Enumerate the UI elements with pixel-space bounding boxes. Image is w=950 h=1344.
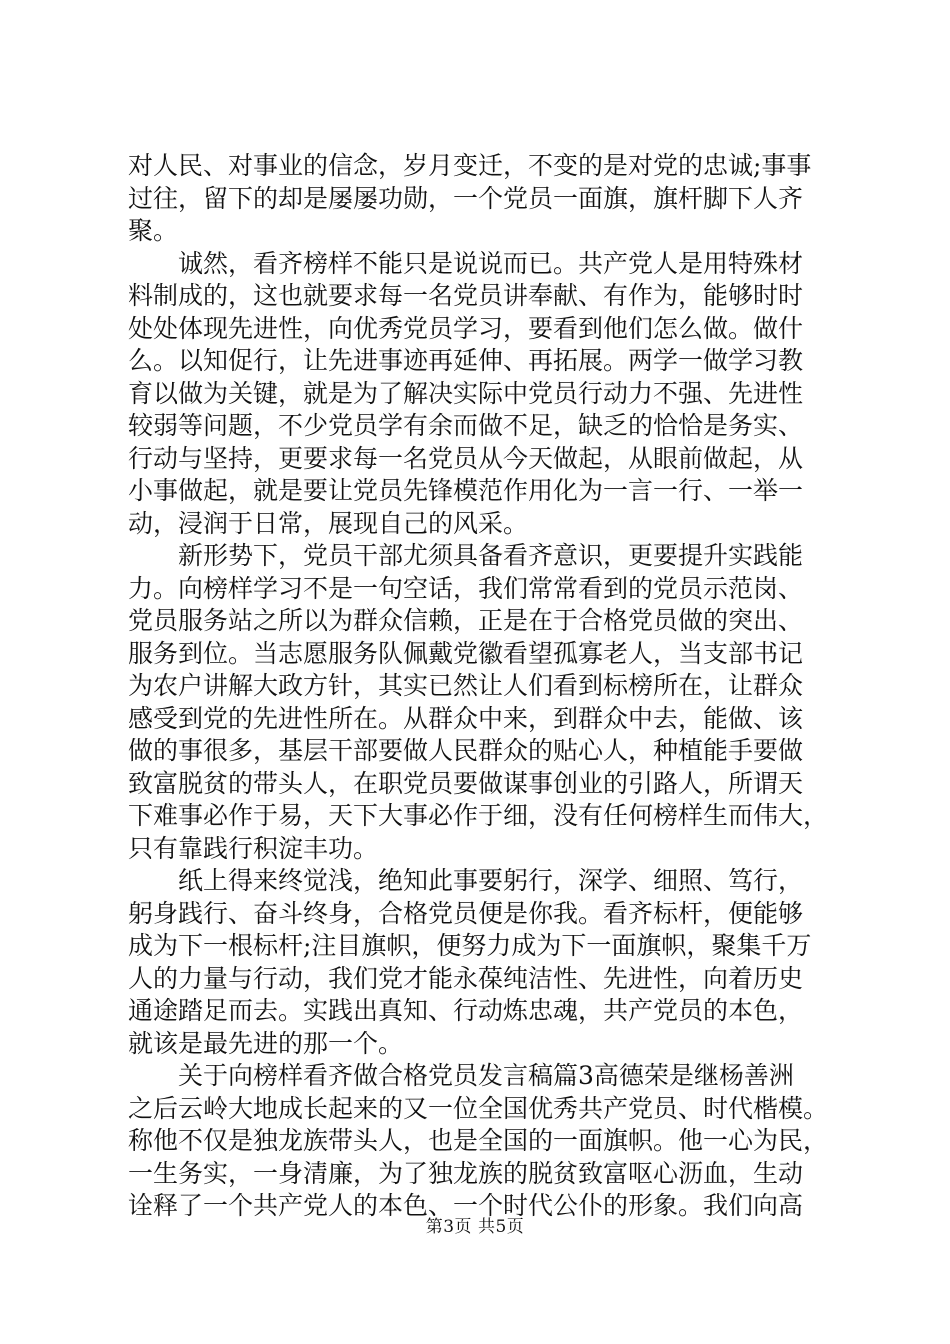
text-line: 料制成的，这也就要求每一名党员讲奉献、有作为，能够时时 (128, 281, 804, 310)
text-line: 处处体现先进性，向优秀党员学习，要看到他们怎么做。做什 (128, 313, 804, 343)
text-line: 一生务实，一身清廉，为了独龙族的脱贫致富呕心沥血，生动 (128, 1158, 804, 1188)
text-line: 人的力量与行动，我们党才能永葆纯洁性、先进性，向着历史 (128, 963, 804, 993)
text-line: 服务到位。当志愿服务队佩戴党徽看望孤寡老人，当支部书记 (128, 638, 804, 668)
text-line: 纸上得来终觉浅，绝知此事要躬行，深学、细照、笃行， (128, 866, 804, 895)
text-line: 之后云岭大地成长起来的又一位全国优秀共产党员、时代楷模。 (128, 1093, 829, 1123)
text-line: 力。向榜样学习不是一句空话，我们常常看到的党员示范岗、 (128, 573, 804, 603)
text-line: 诠释了一个共产党人的本色、一个时代公仆的形象。我们向高 (128, 1191, 804, 1220)
text-line: 诚然，看齐榜样不能只是说说而已。共产党人是用特殊材 (128, 248, 804, 278)
text-line: 躬身践行、奋斗终身，合格党员便是你我。看齐标杆，便能够 (128, 898, 804, 928)
text-line: 党员服务站之所以为群众信赖，正是在于合格党员做的突出、 (128, 606, 804, 635)
text-line: 下难事必作于易，天下大事必作于细，没有任何榜样生而伟大， (128, 801, 829, 830)
text-line: 就该是最先进的那一个。 (128, 1028, 404, 1058)
text-line: 做的事很多，基层干部要做人民群众的贴心人，种植能手要做 (128, 736, 804, 765)
text-line: 动，浸润于日常，展现自己的风采。 (128, 508, 529, 538)
page-footer: 第3页 共5页 (425, 1217, 525, 1237)
text-line: 过往，留下的却是屡屡功勋，一个党员一面旗，旗杆脚下人齐 (128, 183, 804, 213)
text-line: 行动与坚持，更要求每一名党员从今天做起，从眼前做起，从 (128, 443, 804, 473)
text-line: 只有靠践行积淀丰功。 (128, 833, 379, 863)
text-line: 感受到党的先进性所在。从群众中来，到群众中去，能做、该 (128, 703, 804, 733)
text-line: 聚。 (128, 216, 179, 245)
text-line: 对人民、对事业的信念，岁月变迁，不变的是对党的忠诚;事事 (128, 151, 812, 180)
text-line: 较弱等问题，不少党员学有余而做不足，缺乏的恰恰是务实、 (128, 411, 804, 440)
document-body (128, 150, 828, 1223)
text-line: 致富脱贫的带头人，在职党员要做谋事创业的引路人，所谓天 (128, 768, 804, 798)
text-line: 育以做为关键，就是为了解决实际中党员行动力不强、先进性 (128, 378, 804, 408)
text-line: 为农户讲解大政方针，其实已然让人们看到标榜所在，让群众 (128, 671, 804, 700)
text-line: 么。以知促行，让先进事迹再延伸、再拓展。两学一做学习教 (128, 346, 804, 375)
text-line: 小事做起，就是要让党员先锋模范作用化为一言一行、一举一 (128, 476, 804, 505)
text-line: 关于向榜样看齐做合格党员发言稿篇3高德荣是继杨善洲 (128, 1061, 794, 1090)
text-line: 成为下一根标杆;注目旗帜，便努力成为下一面旗帜，聚集千万 (128, 931, 812, 960)
text-line: 通途踏足而去。实践出真知、行动炼忠魂，共产党员的本色， (128, 996, 804, 1025)
text-line: 称他不仅是独龙族带头人，也是全国的一面旗帜。他一心为民， (128, 1126, 829, 1155)
text-line: 新形势下，党员干部尤须具备看齐意识，更要提升实践能 (128, 541, 804, 570)
